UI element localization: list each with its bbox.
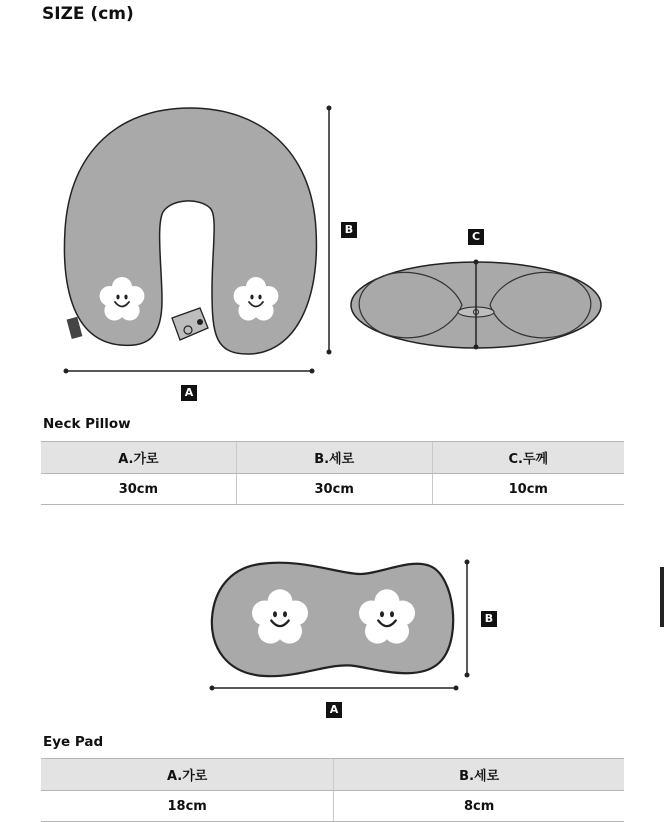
neck-pillow-label: Neck Pillow — [43, 416, 131, 432]
value-height: 8cm — [334, 791, 624, 822]
header-height: B.세로 — [236, 442, 432, 474]
value-height: 30cm — [236, 474, 432, 505]
eye-dimension-b-line — [465, 560, 470, 678]
value-width: 30cm — [41, 474, 236, 505]
neck-dimension-a-line — [64, 369, 315, 374]
table-header-row — [41, 759, 624, 791]
neck-pillow-front-illustration — [64, 108, 316, 354]
value-width: 18cm — [41, 791, 334, 822]
header-width: A.가로 — [41, 759, 334, 791]
scroll-edge-marker — [660, 567, 664, 627]
eye-pad-label: Eye Pad — [43, 734, 104, 750]
eye-dimension-a-line — [210, 686, 459, 691]
eye-pad-size-table — [41, 758, 624, 822]
neck-tag-b: B — [341, 222, 357, 238]
table-header-row — [41, 442, 624, 474]
neck-dimension-b-line — [327, 106, 332, 355]
header-height: B.세로 — [334, 759, 624, 791]
eye-tag-a: A — [326, 702, 342, 718]
neck-pillow-size-table — [41, 441, 624, 505]
neck-tag-c: C — [468, 229, 484, 245]
header-width: A.가로 — [41, 442, 236, 474]
eye-pad-illustration — [212, 563, 453, 677]
value-thickness: 10cm — [432, 474, 624, 505]
eye-tag-b: B — [481, 611, 497, 627]
neck-tag-a: A — [181, 385, 197, 401]
table-row — [41, 474, 624, 505]
header-thickness: C.두께 — [432, 442, 624, 474]
table-row — [41, 791, 624, 822]
page-title: SIZE (cm) — [42, 4, 134, 24]
